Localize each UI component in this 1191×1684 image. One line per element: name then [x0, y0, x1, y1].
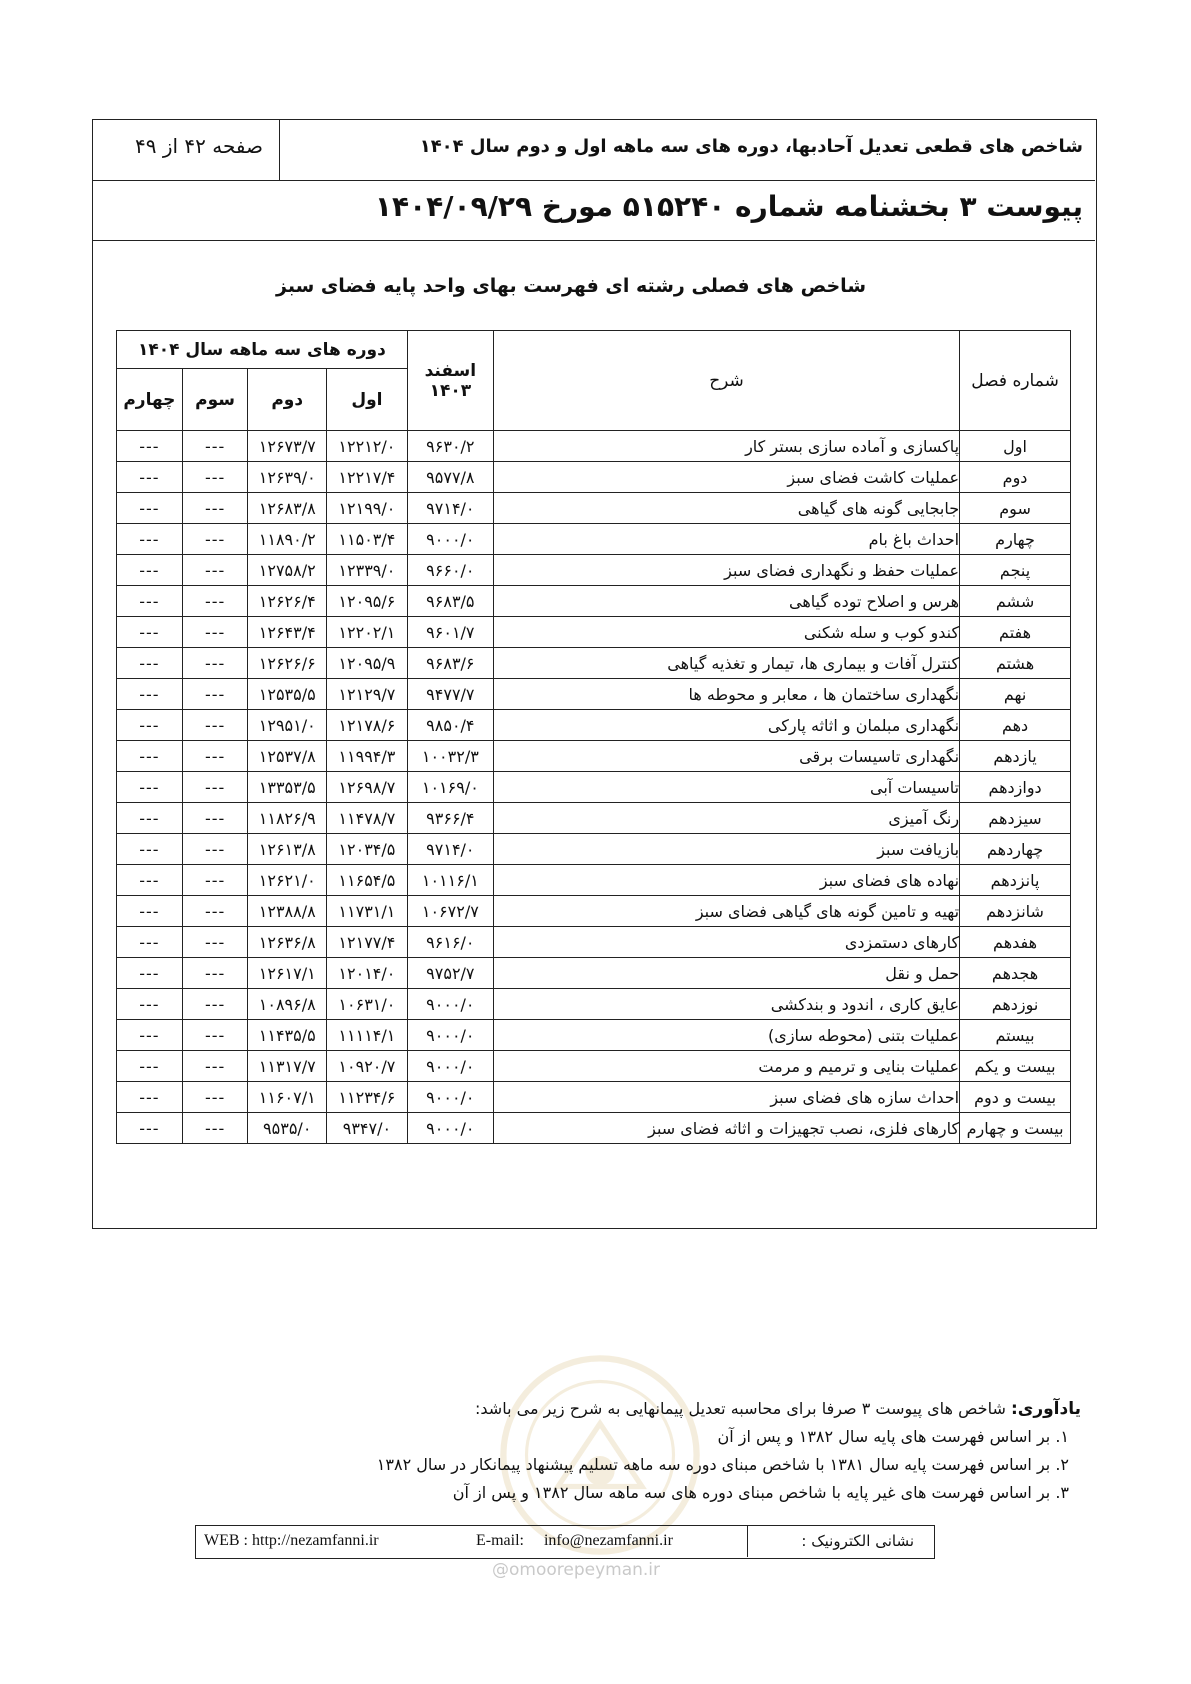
q2-value-cell: ۱۳۳۵۳/۵: [248, 772, 327, 803]
esfand-value-cell: ۱۰۱۱۶/۱: [407, 865, 493, 896]
q4-value-cell: ---: [117, 679, 183, 710]
attachment-title: پیوست ۳ بخشنامه شماره ۵۱۵۲۴۰ مورخ ۱۴۰۴/۰۹/۲۹: [374, 190, 1083, 223]
esfand-value-cell: ۹۵۷۷/۸: [407, 462, 493, 493]
attachment-header: [93, 180, 1095, 241]
description-cell: احداث باغ بام: [493, 524, 959, 555]
esfand-value-cell: ۱۰۰۳۲/۳: [407, 741, 493, 772]
q1-value-cell: ۱۱۶۵۴/۵: [327, 865, 408, 896]
description-cell: نگهداری مبلمان و اثاثه پارکی: [493, 710, 959, 741]
q3-value-cell: ---: [182, 741, 248, 772]
chapter-cell: هشتم: [960, 648, 1071, 679]
q4-value-cell: ---: [117, 989, 183, 1020]
description-cell: کندو کوب و سله شکنی: [493, 617, 959, 648]
description-cell: نهاده های فضای سبز: [493, 865, 959, 896]
q3-value-cell: ---: [182, 1113, 248, 1144]
q4-value-cell: ---: [117, 586, 183, 617]
description-cell: نگهداری ساختمان ها ، معابر و محوطه ها: [493, 679, 959, 710]
q2-value-cell: ۱۲۶۷۳/۷: [248, 431, 327, 462]
q2-value-cell: ۱۲۶۱۳/۸: [248, 834, 327, 865]
table-row: [117, 772, 1071, 803]
q1-value-cell: ۱۱۵۰۳/۴: [327, 524, 408, 555]
chapter-cell: پنجم: [960, 555, 1071, 586]
watermark-text: @omoorepeyman.ir: [492, 1560, 661, 1580]
table-row: [117, 617, 1071, 648]
q3-value-cell: ---: [182, 803, 248, 834]
chapter-cell: بیستم: [960, 1020, 1071, 1051]
esfand-value-cell: ۹۰۰۰/۰: [407, 1051, 493, 1082]
q3-value-cell: ---: [182, 958, 248, 989]
q1-value-cell: ۱۲۲۱۲/۰: [327, 431, 408, 462]
q3-value-cell: ---: [182, 865, 248, 896]
q3-value-cell: ---: [182, 1051, 248, 1082]
web-link[interactable]: WEB : http://nezamfanni.ir: [204, 1532, 379, 1549]
q3-value-cell: ---: [182, 1082, 248, 1113]
contact-footer: [195, 1525, 935, 1559]
q1-value-cell: ۹۳۴۷/۰: [327, 1113, 408, 1144]
description-cell: کنترل آفات و بیماری ها، تیمار و تغذیه گیاهی: [493, 648, 959, 679]
esfand-value-cell: ۹۷۱۴/۰: [407, 493, 493, 524]
table-subtitle: شاخص های فصلی رشته ای فهرست بهای واحد پایه فضای سبز: [276, 275, 866, 297]
q2-value-cell: ۱۲۶۲۱/۰: [248, 865, 327, 896]
description-cell: عملیات حفظ و نگهداری فضای سبز: [493, 555, 959, 586]
q3-value-cell: ---: [182, 524, 248, 555]
header-esfand-label: اسفند: [424, 360, 477, 381]
table-row: [117, 803, 1071, 834]
chapter-cell: هفدهم: [960, 927, 1071, 958]
q2-value-cell: ۱۰۸۹۶/۸: [248, 989, 327, 1020]
header-q1: اول: [327, 369, 408, 431]
table-row: [117, 710, 1071, 741]
q4-value-cell: ---: [117, 927, 183, 958]
q3-value-cell: ---: [182, 834, 248, 865]
description-cell: عملیات بتنی (محوطه سازی): [493, 1020, 959, 1051]
description-cell: جابجایی گونه های گیاهی: [493, 493, 959, 524]
description-cell: عملیات بنایی و ترمیم و مرمت: [493, 1051, 959, 1082]
q2-value-cell: ۱۲۶۱۷/۱: [248, 958, 327, 989]
chapter-cell: اول: [960, 431, 1071, 462]
table-row: [117, 741, 1071, 772]
esfand-value-cell: ۹۸۵۰/۴: [407, 710, 493, 741]
q4-value-cell: ---: [117, 1113, 183, 1144]
esfand-value-cell: ۹۴۷۷/۷: [407, 679, 493, 710]
q3-value-cell: ---: [182, 679, 248, 710]
table-row: [117, 524, 1071, 555]
q4-value-cell: ---: [117, 1082, 183, 1113]
notes-intro: شاخص های پیوست ۳ صرفا برای محاسبه تعدیل پیمانهایی به شرح زیر می باشد:: [475, 1399, 1006, 1418]
notes-section: [281, 1395, 1081, 1507]
chapter-cell: بیست و یکم: [960, 1051, 1071, 1082]
q1-value-cell: ۱۰۶۳۱/۰: [327, 989, 408, 1020]
description-cell: احداث سازه های فضای سبز: [493, 1082, 959, 1113]
q4-value-cell: ---: [117, 462, 183, 493]
esfand-value-cell: ۹۶۰۱/۷: [407, 617, 493, 648]
table-row: [117, 493, 1071, 524]
contact-label: نشانی الکترونیک :: [801, 1532, 914, 1550]
header-q4: چهارم: [117, 369, 183, 431]
chapter-cell: سیزدهم: [960, 803, 1071, 834]
q3-value-cell: ---: [182, 927, 248, 958]
chapter-cell: چهارم: [960, 524, 1071, 555]
esfand-value-cell: ۹۰۰۰/۰: [407, 989, 493, 1020]
chapter-cell: دوم: [960, 462, 1071, 493]
q1-value-cell: ۱۲۱۷۷/۴: [327, 927, 408, 958]
note-item-2: ۲. بر اساس فهرست پایه سال ۱۳۸۱ با شاخص مبنای دوره سه ماهه تسلیم پیشنهاد پیمانکار در سال ۱۳۸۲: [376, 1455, 1069, 1474]
description-cell: تهیه و تامین گونه های گیاهی فضای سبز: [493, 896, 959, 927]
document-title: شاخص های قطعی تعدیل آحادبها، دوره های سه ماهه اول و دوم سال ۱۴۰۴: [419, 136, 1083, 157]
description-cell: بازیافت سبز: [493, 834, 959, 865]
q2-value-cell: ۱۲۶۲۶/۶: [248, 648, 327, 679]
q4-value-cell: ---: [117, 431, 183, 462]
note-item-3: ۳. بر اساس فهرست های غیر پایه با شاخص مبنای دوره های سه ماهه سال ۱۳۸۲ و پس از آن: [452, 1483, 1069, 1502]
chapter-cell: نهم: [960, 679, 1071, 710]
esfand-value-cell: ۹۰۰۰/۰: [407, 1020, 493, 1051]
q2-value-cell: ۱۲۶۳۹/۰: [248, 462, 327, 493]
q1-value-cell: ۱۲۲۱۷/۴: [327, 462, 408, 493]
table-row: [117, 462, 1071, 493]
table-row: [117, 989, 1071, 1020]
chapter-cell: چهاردهم: [960, 834, 1071, 865]
q2-value-cell: ۱۲۶۸۳/۸: [248, 493, 327, 524]
esfand-value-cell: ۹۰۰۰/۰: [407, 524, 493, 555]
chapter-cell: بیست و چهارم: [960, 1113, 1071, 1144]
q3-value-cell: ---: [182, 896, 248, 927]
table-row: [117, 648, 1071, 679]
q2-value-cell: ۱۲۵۳۷/۸: [248, 741, 327, 772]
q1-value-cell: ۱۱۷۳۱/۱: [327, 896, 408, 927]
q4-value-cell: ---: [117, 1020, 183, 1051]
table-row: [117, 927, 1071, 958]
q3-value-cell: ---: [182, 462, 248, 493]
description-cell: حمل و نقل: [493, 958, 959, 989]
esfand-value-cell: ۱۰۶۷۲/۷: [407, 896, 493, 927]
esfand-value-cell: ۱۰۱۶۹/۰: [407, 772, 493, 803]
q1-value-cell: ۱۲۱۲۹/۷: [327, 679, 408, 710]
q4-value-cell: ---: [117, 555, 183, 586]
chapter-cell: نوزدهم: [960, 989, 1071, 1020]
q1-value-cell: ۱۱۱۱۴/۱: [327, 1020, 408, 1051]
q4-value-cell: ---: [117, 958, 183, 989]
description-cell: کارهای دستمزدی: [493, 927, 959, 958]
description-cell: هرس و اصلاح توده گیاهی: [493, 586, 959, 617]
esfand-value-cell: ۹۰۰۰/۰: [407, 1113, 493, 1144]
q3-value-cell: ---: [182, 989, 248, 1020]
q3-value-cell: ---: [182, 617, 248, 648]
q3-value-cell: ---: [182, 772, 248, 803]
header-esfand: [407, 331, 493, 431]
q2-value-cell: ۱۲۹۵۱/۰: [248, 710, 327, 741]
esfand-value-cell: ۹۰۰۰/۰: [407, 1082, 493, 1113]
q4-value-cell: ---: [117, 524, 183, 555]
chapter-cell: شانزدهم: [960, 896, 1071, 927]
q2-value-cell: ۹۵۳۵/۰: [248, 1113, 327, 1144]
table-row: [117, 1113, 1071, 1144]
description-cell: پاکسازی و آماده سازی بستر کار: [493, 431, 959, 462]
table-row: [117, 865, 1071, 896]
table-row: [117, 896, 1071, 927]
description-cell: رنگ آمیزی: [493, 803, 959, 834]
q2-value-cell: ۱۲۳۸۸/۸: [248, 896, 327, 927]
q3-value-cell: ---: [182, 493, 248, 524]
description-cell: عایق کاری ، اندود و بندکشی: [493, 989, 959, 1020]
q1-value-cell: ۱۲۰۹۵/۹: [327, 648, 408, 679]
esfand-value-cell: ۹۷۵۲/۷: [407, 958, 493, 989]
page-number: صفحه ۴۲ از ۴۹: [135, 134, 263, 158]
q2-value-cell: ۱۱۶۰۷/۱: [248, 1082, 327, 1113]
q2-value-cell: ۱۱۴۳۵/۵: [248, 1020, 327, 1051]
q3-value-cell: ---: [182, 1020, 248, 1051]
table-row: [117, 431, 1071, 462]
q1-value-cell: ۱۲۱۹۹/۰: [327, 493, 408, 524]
table-body: [117, 431, 1071, 1144]
chapter-cell: سوم: [960, 493, 1071, 524]
header-row: [93, 120, 1095, 181]
q4-value-cell: ---: [117, 834, 183, 865]
page-number-box: [93, 120, 280, 180]
esfand-value-cell: ۹۶۸۳/۵: [407, 586, 493, 617]
description-cell: نگهداری تاسیسات برقی: [493, 741, 959, 772]
notes-heading: یادآوری:: [1010, 1399, 1081, 1419]
q3-value-cell: ---: [182, 555, 248, 586]
header-chapter-no: شماره فصل: [960, 331, 1071, 431]
header-esfand-year: ۱۴۰۳: [429, 380, 472, 401]
note-item-1: ۱. بر اساس فهرست های پایه سال ۱۳۸۲ و پس از آن: [717, 1427, 1069, 1446]
esfand-value-cell: ۹۶۸۳/۶: [407, 648, 493, 679]
q2-value-cell: ۱۱۸۹۰/۲: [248, 524, 327, 555]
email-link[interactable]: E-mail: info@nezamfanni.ir: [476, 1532, 673, 1549]
q3-value-cell: ---: [182, 710, 248, 741]
index-table: [116, 330, 1071, 1144]
q1-value-cell: ۱۲۶۹۸/۷: [327, 772, 408, 803]
q1-value-cell: ۱۲۰۹۵/۶: [327, 586, 408, 617]
q2-value-cell: ۱۲۶۲۶/۴: [248, 586, 327, 617]
q4-value-cell: ---: [117, 648, 183, 679]
header-q2: دوم: [248, 369, 327, 431]
table-row: [117, 1082, 1071, 1113]
q1-value-cell: ۱۲۰۳۴/۵: [327, 834, 408, 865]
q4-value-cell: ---: [117, 493, 183, 524]
chapter-cell: دوازدهم: [960, 772, 1071, 803]
chapter-cell: دهم: [960, 710, 1071, 741]
chapter-cell: هفتم: [960, 617, 1071, 648]
q2-value-cell: ۱۲۷۵۸/۲: [248, 555, 327, 586]
q4-value-cell: ---: [117, 772, 183, 803]
table-row: [117, 834, 1071, 865]
q2-value-cell: ۱۲۵۳۵/۵: [248, 679, 327, 710]
table-row: [117, 1020, 1071, 1051]
q4-value-cell: ---: [117, 896, 183, 927]
q3-value-cell: ---: [182, 431, 248, 462]
esfand-value-cell: ۹۶۶۰/۰: [407, 555, 493, 586]
esfand-value-cell: ۹۶۳۰/۲: [407, 431, 493, 462]
table-row: [117, 586, 1071, 617]
q1-value-cell: ۱۱۲۳۴/۶: [327, 1082, 408, 1113]
header-description: شرح: [493, 331, 959, 431]
q2-value-cell: ۱۲۶۴۳/۴: [248, 617, 327, 648]
description-cell: عملیات کاشت فضای سبز: [493, 462, 959, 493]
esfand-value-cell: ۹۶۱۶/۰: [407, 927, 493, 958]
contact-label-cell: [747, 1526, 934, 1557]
q1-value-cell: ۱۰۹۲۰/۷: [327, 1051, 408, 1082]
chapter-cell: بیست و دوم: [960, 1082, 1071, 1113]
q1-value-cell: ۱۲۰۱۴/۰: [327, 958, 408, 989]
chapter-cell: پانزدهم: [960, 865, 1071, 896]
chapter-cell: یازدهم: [960, 741, 1071, 772]
q4-value-cell: ---: [117, 1051, 183, 1082]
q4-value-cell: ---: [117, 865, 183, 896]
q4-value-cell: ---: [117, 617, 183, 648]
table-row: [117, 1051, 1071, 1082]
esfand-value-cell: ۹۷۱۴/۰: [407, 834, 493, 865]
q4-value-cell: ---: [117, 710, 183, 741]
table-row: [117, 679, 1071, 710]
q1-value-cell: ۱۲۲۰۲/۱: [327, 617, 408, 648]
description-cell: تاسیسات آبی: [493, 772, 959, 803]
q3-value-cell: ---: [182, 648, 248, 679]
q4-value-cell: ---: [117, 741, 183, 772]
q2-value-cell: ۱۱۸۲۶/۹: [248, 803, 327, 834]
table-row: [117, 555, 1071, 586]
q1-value-cell: ۱۲۱۷۸/۶: [327, 710, 408, 741]
esfand-value-cell: ۹۳۶۶/۴: [407, 803, 493, 834]
q1-value-cell: ۱۱۴۷۸/۷: [327, 803, 408, 834]
q1-value-cell: ۱۱۹۹۴/۳: [327, 741, 408, 772]
q2-value-cell: ۱۱۳۱۷/۷: [248, 1051, 327, 1082]
q2-value-cell: ۱۲۶۳۶/۸: [248, 927, 327, 958]
header-quarters-group: دوره های سه ماهه سال ۱۴۰۴: [117, 331, 408, 369]
header-q3: سوم: [182, 369, 248, 431]
q3-value-cell: ---: [182, 586, 248, 617]
table-row: [117, 958, 1071, 989]
description-cell: کارهای فلزی، نصب تجهیزات و اثاثه فضای سبز: [493, 1113, 959, 1144]
q1-value-cell: ۱۲۳۳۹/۰: [327, 555, 408, 586]
chapter-cell: هجدهم: [960, 958, 1071, 989]
chapter-cell: ششم: [960, 586, 1071, 617]
q4-value-cell: ---: [117, 803, 183, 834]
